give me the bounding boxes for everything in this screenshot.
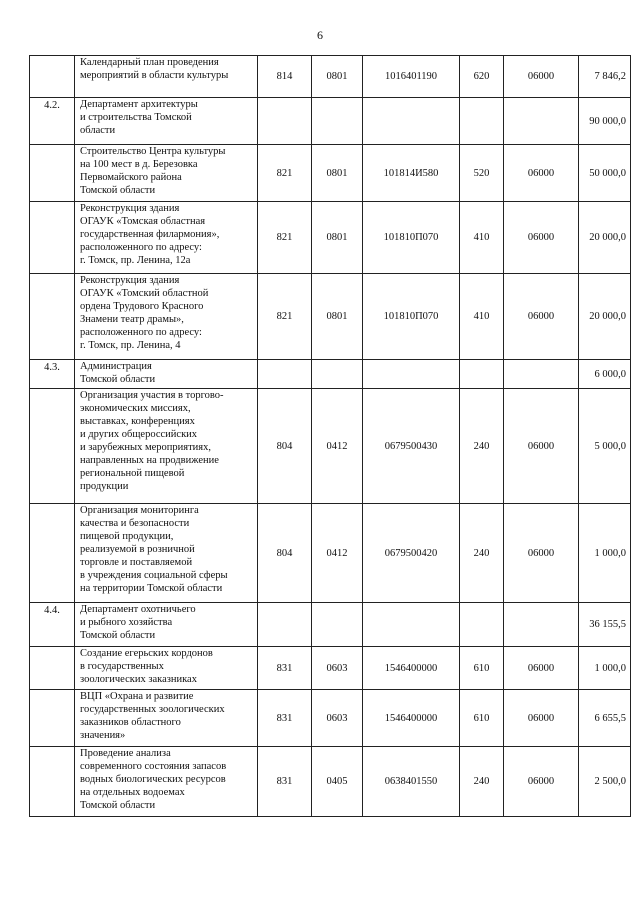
target-article-code: 1016401190	[363, 56, 460, 98]
table-row	[30, 603, 631, 647]
item-number: 4.3.	[30, 360, 75, 389]
item-number	[30, 389, 75, 504]
item-name-line: государственная филармония»,	[80, 229, 220, 240]
ministry-code: 831	[258, 647, 312, 690]
ministry-code: 821	[258, 274, 312, 360]
ministry-code: 804	[258, 389, 312, 504]
item-name-line: области	[80, 125, 116, 136]
item-name-line: Первомайского района	[80, 172, 182, 183]
item-name	[75, 56, 258, 98]
item-name-line: торговле и поставляемой	[80, 557, 193, 568]
item-name-line: Томской области	[80, 374, 156, 385]
item-name-line: Календарный план проведения	[80, 57, 219, 68]
classification-code	[504, 603, 579, 647]
item-name-line: и строительства Томской	[80, 112, 192, 123]
item-number	[30, 145, 75, 202]
ministry-code: 821	[258, 202, 312, 274]
item-name-line: и зарубежных мероприятиях,	[80, 442, 211, 453]
item-name-line: региональной пищевой	[80, 468, 185, 479]
table-row	[30, 647, 631, 690]
expense-type-code	[460, 603, 504, 647]
amount: 1 000,0	[579, 504, 631, 603]
item-name-line: ОГАУК «Томский областной	[80, 288, 209, 299]
item-name-line: расположенного по адресу:	[80, 242, 202, 253]
item-name-line: в учреждения социальной сферы	[80, 570, 228, 581]
item-number	[30, 56, 75, 98]
expense-type-code	[460, 360, 504, 389]
item-name-line: значения»	[80, 730, 126, 741]
classification-code: 06000	[504, 145, 579, 202]
item-name	[75, 145, 258, 202]
section-code: 0405	[312, 747, 363, 817]
ministry-code: 804	[258, 504, 312, 603]
item-name	[75, 98, 258, 145]
table-row	[30, 274, 631, 360]
amount: 6 000,0	[579, 360, 631, 389]
page-number: 6	[317, 28, 323, 42]
item-name-line: расположенного по адресу:	[80, 327, 202, 338]
classification-code	[504, 360, 579, 389]
item-name-line: направленных на продвижение	[80, 455, 219, 466]
table-row	[30, 56, 631, 98]
expense-type-code	[460, 98, 504, 145]
item-name	[75, 360, 258, 389]
item-number	[30, 690, 75, 747]
item-name-line: и рыбного хозяйства	[80, 617, 173, 628]
item-name-line: экономических миссиях,	[80, 403, 191, 414]
item-name-line: государственных зоологических	[80, 704, 225, 715]
expense-type-code: 410	[460, 202, 504, 274]
item-name-line: заказников областного	[80, 717, 181, 728]
section-code	[312, 98, 363, 145]
target-article-code: 101814И580	[363, 145, 460, 202]
section-code: 0801	[312, 202, 363, 274]
item-name-line: продукции	[80, 481, 129, 492]
item-number	[30, 202, 75, 274]
item-number	[30, 647, 75, 690]
budget-table	[29, 55, 631, 817]
item-name-line: Департамент архитектуры	[80, 99, 198, 110]
item-name	[75, 690, 258, 747]
target-article-code: 0638401550	[363, 747, 460, 817]
item-name-line: Реконструкция здания	[80, 275, 180, 286]
section-code: 0603	[312, 690, 363, 747]
ministry-code: 814	[258, 56, 312, 98]
item-name	[75, 274, 258, 360]
item-name-line: мероприятий в области культуры	[80, 70, 229, 81]
classification-code: 06000	[504, 747, 579, 817]
section-code: 0801	[312, 56, 363, 98]
expense-type-code: 610	[460, 690, 504, 747]
item-name-line: Томской области	[80, 630, 156, 641]
expense-type-code: 410	[460, 274, 504, 360]
item-number: 4.4.	[30, 603, 75, 647]
classification-code	[504, 98, 579, 145]
item-name-line: водных биологических ресурсов	[80, 774, 226, 785]
item-name-line: г. Томск, пр. Ленина, 4	[80, 340, 181, 351]
item-name-line: ордена Трудового Красного	[80, 301, 204, 312]
item-name-line: в государственных	[80, 661, 164, 672]
item-name-line: Создание егерьских кордонов	[80, 648, 213, 659]
expense-type-code: 620	[460, 56, 504, 98]
target-article-code	[363, 360, 460, 389]
table-row	[30, 747, 631, 817]
ministry-code	[258, 360, 312, 389]
item-name-line: Организация участия в торгово-	[80, 390, 224, 401]
target-article-code: 0679500420	[363, 504, 460, 603]
item-name-line: Томской области	[80, 800, 156, 811]
item-name-line: Департамент охотничьего	[80, 604, 196, 615]
item-name-line: Строительство Центра культуры	[80, 146, 226, 157]
amount: 20 000,0	[579, 202, 631, 274]
amount: 6 655,5	[579, 690, 631, 747]
classification-code: 06000	[504, 690, 579, 747]
item-name-line: и других общероссийских	[80, 429, 198, 440]
item-name-line: Организация мониторинга	[80, 505, 199, 516]
target-article-code: 1546400000	[363, 690, 460, 747]
ministry-code: 831	[258, 690, 312, 747]
table-row	[30, 690, 631, 747]
expense-type-code: 520	[460, 145, 504, 202]
target-article-code	[363, 603, 460, 647]
item-number: 4.2.	[30, 98, 75, 145]
ministry-code: 831	[258, 747, 312, 817]
ministry-code: 821	[258, 145, 312, 202]
target-article-code: 101810П070	[363, 202, 460, 274]
amount: 90 000,0	[579, 98, 631, 145]
target-article-code	[363, 98, 460, 145]
classification-code: 06000	[504, 274, 579, 360]
classification-code: 06000	[504, 647, 579, 690]
table-row	[30, 389, 631, 504]
expense-type-code: 240	[460, 747, 504, 817]
section-code: 0412	[312, 389, 363, 504]
item-name	[75, 603, 258, 647]
item-name	[75, 747, 258, 817]
item-name-line: Проведение анализа	[80, 748, 171, 759]
section-code	[312, 360, 363, 389]
item-name-line: на 100 мест в д. Березовка	[80, 159, 198, 170]
amount: 20 000,0	[579, 274, 631, 360]
classification-code: 06000	[504, 389, 579, 504]
table-row	[30, 504, 631, 603]
target-article-code: 1546400000	[363, 647, 460, 690]
item-name-line: на отдельных водоемах	[80, 787, 185, 798]
item-name-line: современного состояния запасов	[80, 761, 227, 772]
section-code: 0412	[312, 504, 363, 603]
item-name-line: г. Томск, пр. Ленина, 12а	[80, 255, 191, 266]
classification-code: 06000	[504, 504, 579, 603]
amount: 36 155,5	[579, 603, 631, 647]
item-name-line: Знамени театр драмы»,	[80, 314, 184, 325]
item-name-line: ВЦП «Охрана и развитие	[80, 691, 194, 702]
item-number	[30, 504, 75, 603]
item-name-line: Администрация	[80, 361, 152, 372]
item-name-line: качества и безопасности	[80, 518, 190, 529]
item-name-line: зоологических заказниках	[80, 674, 197, 685]
item-name-line: на территории Томской области	[80, 583, 223, 594]
amount: 2 500,0	[579, 747, 631, 817]
table-row	[30, 145, 631, 202]
expense-type-code: 610	[460, 647, 504, 690]
classification-code: 06000	[504, 202, 579, 274]
item-name	[75, 504, 258, 603]
expense-type-code: 240	[460, 389, 504, 504]
table-row	[30, 202, 631, 274]
expense-type-code: 240	[460, 504, 504, 603]
amount: 50 000,0	[579, 145, 631, 202]
classification-code: 06000	[504, 56, 579, 98]
item-name-line: Реконструкция здания	[80, 203, 180, 214]
item-name-line: ОГАУК «Томская областная	[80, 216, 206, 227]
item-name-line: пищевой продукции,	[80, 531, 174, 542]
item-number	[30, 747, 75, 817]
item-name-line: выставках, конференциях	[80, 416, 195, 427]
item-number	[30, 274, 75, 360]
target-article-code: 0679500430	[363, 389, 460, 504]
item-name-line: реализуемой в розничной	[80, 544, 195, 555]
target-article-code: 101810П070	[363, 274, 460, 360]
amount: 7 846,2	[579, 56, 631, 98]
section-code: 0801	[312, 145, 363, 202]
item-name	[75, 202, 258, 274]
ministry-code	[258, 603, 312, 647]
table-row	[30, 360, 631, 389]
amount: 5 000,0	[579, 389, 631, 504]
item-name-line: Томской области	[80, 185, 156, 196]
item-name	[75, 389, 258, 504]
section-code	[312, 603, 363, 647]
section-code: 0603	[312, 647, 363, 690]
table-row	[30, 98, 631, 145]
item-name	[75, 647, 258, 690]
section-code: 0801	[312, 274, 363, 360]
amount: 1 000,0	[579, 647, 631, 690]
ministry-code	[258, 98, 312, 145]
